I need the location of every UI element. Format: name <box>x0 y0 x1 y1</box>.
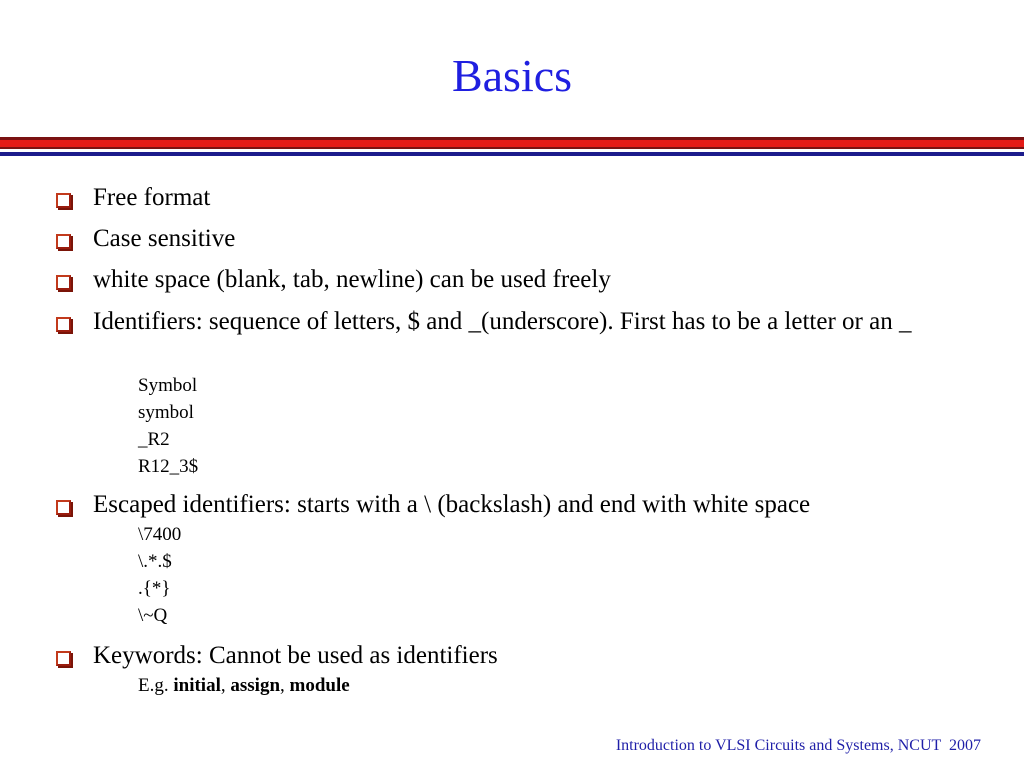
identifier-example: _R2 <box>138 429 170 450</box>
identifier-example: R12_3$ <box>138 456 199 477</box>
escaped-example: \7400 <box>138 524 182 545</box>
keyword-separator: , <box>280 675 285 696</box>
identifier-example: symbol <box>138 402 194 423</box>
hollow-square-bullet-icon <box>56 234 71 249</box>
bullet-free-format <box>93 181 983 215</box>
bullet-text: Keywords: Cannot be used as identifiers <box>93 642 498 669</box>
bullet-identifiers <box>93 305 983 339</box>
escaped-example: \.*.$ <box>138 551 172 572</box>
escaped-example: \~Q <box>138 605 168 626</box>
bullet-escaped-identifiers <box>93 488 983 522</box>
hollow-square-bullet-icon <box>56 193 71 208</box>
slide-footer: Introduction to VLSI Circuits and Systems, NCUT 2007 <box>615 737 981 754</box>
keyword-assign: assign <box>230 675 281 696</box>
identifier-example: Symbol <box>138 375 198 396</box>
hollow-square-bullet-icon <box>56 317 71 332</box>
hollow-square-bullet-icon <box>56 651 71 666</box>
bullet-text: Identifiers: sequence of letters, $ and _(underscore). First has to be a letter or an _ <box>93 308 912 335</box>
keyword-example-prefix: E.g. <box>138 675 169 696</box>
bullet-text: white space (blank, tab, newline) can be used freely <box>93 266 611 293</box>
keyword-separator: , <box>220 675 226 696</box>
bullet-case-sensitive <box>93 222 983 256</box>
bullet-text: Free format <box>93 184 211 211</box>
bullet-white-space <box>93 263 983 297</box>
hollow-square-bullet-icon <box>56 500 71 515</box>
keyword-initial: initial <box>173 675 221 696</box>
keyword-module: module <box>289 675 350 696</box>
bullet-text: Case sensitive <box>93 225 236 252</box>
slide-title: Basics <box>451 50 573 101</box>
bullet-keywords <box>93 639 983 673</box>
escaped-example: .{*} <box>138 578 171 599</box>
bullet-text: Escaped identifiers: starts with a \ (backslash) and end with white space <box>93 491 811 518</box>
keyword-example-line <box>138 673 350 699</box>
hollow-square-bullet-icon <box>56 275 71 290</box>
